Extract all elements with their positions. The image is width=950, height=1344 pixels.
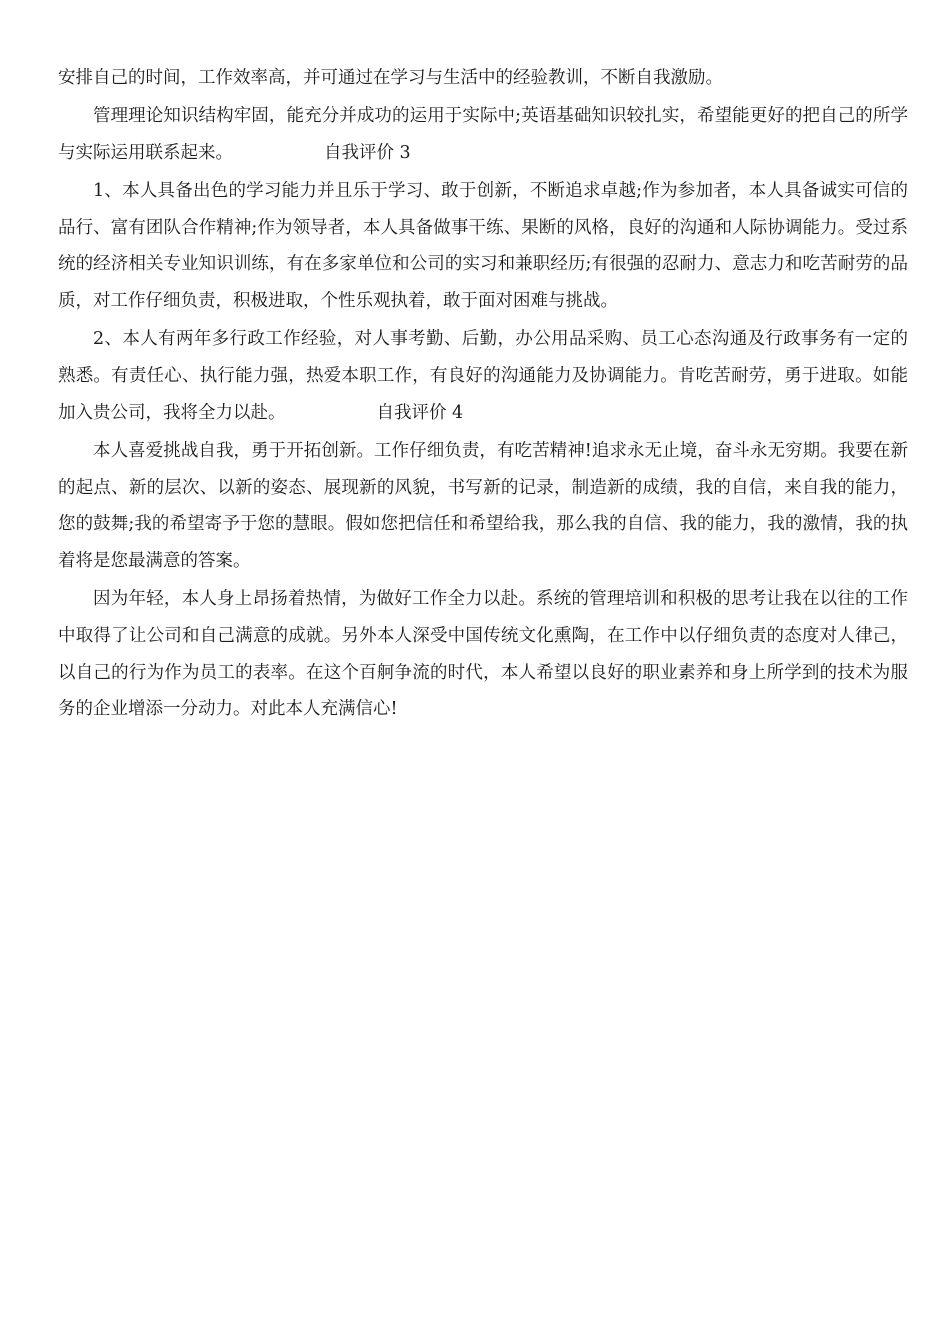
paragraph-text: 本人喜爱挑战自我，勇于开拓创新。工作仔细负责，有吃苦精神!追求永无止境，奋斗永无穷期。我要在新的起点、新的层次、以新的姿态、展现新的风貌，书写新的记录，制造新的成绩，我的自信，来自我的能力，您的鼓舞;我的希望寄予于您的慧眼。假如您把信任和希望给我，那么我的自信、我的能力，我的激情，我的执着将是您最满意的答案。	[58, 440, 908, 572]
paragraph-text: 2、本人有两年多行政工作经验，对人事考勤、后勤，办公用品采购、员工心态沟通及行政事务有一定的熟悉。有责任心、执行能力强，热爱本职工作，有良好的沟通能力及协调能力。肯吃苦耐劳，勇于进取。如能加入贵公司，我将全力以赴。	[58, 329, 908, 423]
paragraph-text: 1、本人具备出色的学习能力并且乐于学习、敢于创新，不断追求卓越;作为参加者，本人具备诚实可信的品行、富有团队合作精神;作为领导者，本人具备做事干练、果断的风格，良好的沟通和人际协调能力。受过系统的经济相关专业知识训练，有在多家单位和公司的实习和兼职经历;有很强的忍耐力、意志力和吃苦耐劳的品质，对工作仔细负责，积极进取，个性乐观执着，敢于面对困难与挑战。	[58, 180, 908, 312]
document-page	[58, 60, 908, 728]
section-heading-self-evaluation-4: 自我评价 4	[376, 402, 464, 423]
paragraph-youth	[58, 581, 908, 728]
paragraph-text: 安排自己的时间，工作效率高，并可通过在学习与生活中的经验教训，不断自我激励。	[58, 68, 723, 88]
paragraph-item-1	[58, 173, 908, 320]
paragraph-text: 因为年轻，本人身上昂扬着热情，为做好工作全力以赴。系统的管理培训和积极的思考让我在以往的工作中取得了让公司和自己满意的成就。另外本人深受中国传统文化熏陶，在工作中以仔细负责的态度对人律己，以自己的行为作为员工的表率。在这个百舸争流的时代，本人希望以良好的职业素养和身上所学到的技术为服务的企业增添一分动力。对此本人充满信心!	[58, 589, 908, 720]
paragraph-continuation	[58, 60, 908, 97]
paragraph-item-2	[58, 321, 908, 431]
paragraph-challenge	[58, 433, 908, 580]
section-heading-self-evaluation-3: 自我评价 3	[324, 142, 411, 163]
paragraph-management-theory	[58, 98, 908, 172]
paragraph-text: 管理理论知识结构牢固，能充分并成功的运用于实际中;英语基础知识较扎实，希望能更好的把自己的所学与实际运用联系起来。	[58, 105, 908, 163]
